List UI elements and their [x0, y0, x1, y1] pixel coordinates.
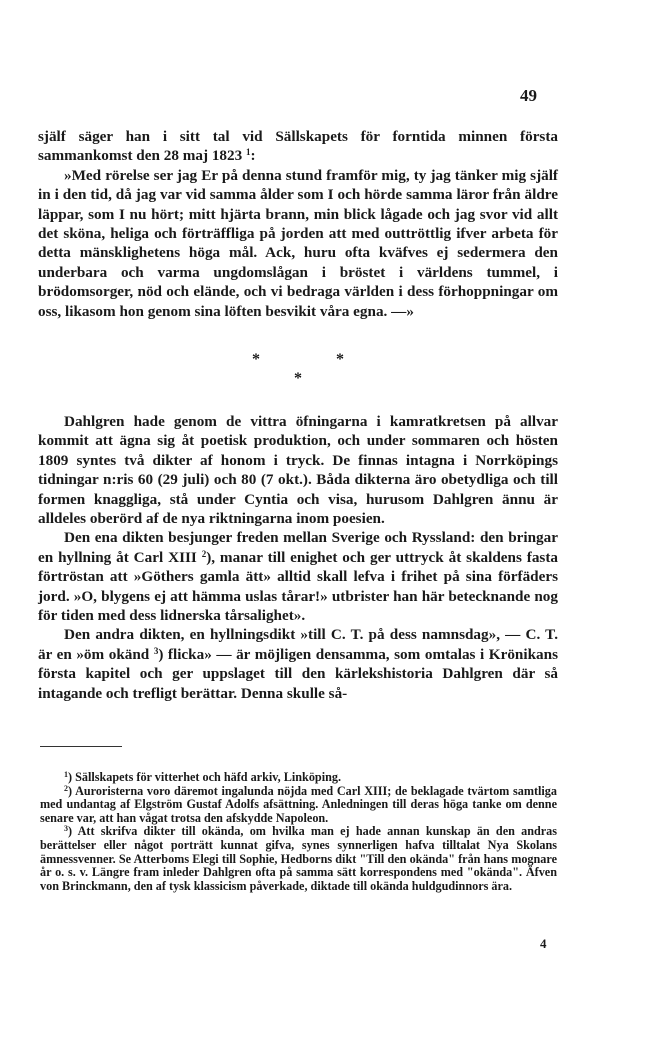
- signature-mark: 4: [540, 936, 547, 951]
- intro-end: :: [250, 147, 256, 165]
- footnote-3: [40, 825, 557, 893]
- footnote-1: [40, 771, 557, 785]
- footnote-3-text: ) Att skrifva dikter till okända, om hvilka man ej hade annan kunskap än den andras berättelser eller något porträtt kunnat gifva, synes synnerligen hafva tilltalat Nya Skolans ämnessvenner. Se Atterboms Elegi till Sophie, Hedborns dikt "Till den okända" från hans mognare år o. s. v. Längre fram inleder Dahlgren ofta på samma sätt korrespondens med "okända". Äfven von Brinckmann, den af tysk klassicism påverkade, diktade till okända huldgudinnors ära.: [40, 824, 557, 893]
- quote-section: [38, 127, 558, 321]
- footnote-ref-2: 2: [201, 548, 207, 559]
- asterism-star-right: *: [336, 351, 344, 368]
- body-p3-end: ) flicka» — är möjligen densamma, som omtalas i Krönikans första kapitel och ger uppslaget till den kärlekshistoria Dahlgren där så intagande och trefligt berättar. Denna skulle så-: [38, 645, 558, 702]
- intro-text: själf säger han i sitt tal vid Sällskapets för forntida minnen första sammankomst den 28 maj 1823: [38, 128, 558, 165]
- footnote-2: [40, 785, 557, 826]
- footnote-2-mark: 2: [64, 783, 68, 793]
- body-paragraph-3: [38, 625, 558, 703]
- intro-paragraph: [38, 127, 558, 166]
- body-section: [38, 412, 558, 703]
- body-paragraph-2: [38, 528, 558, 625]
- footnote-1-mark: 1: [64, 770, 68, 779]
- body-p2-end: ), manar till enighet och ger uttryck åt skaldens fasta förtröstan att »Göthers gamla ätt» alltid skall lefva i frihet på sina förfäders jord. »O, blygens ej att hämma uslas tårar!» utbrister han här betecknande nog för tiden med dess lidnerska tårsalighet».: [38, 548, 558, 625]
- footnote-3-mark: 3: [64, 824, 68, 834]
- body-p2-start: Den ena dikten besjunger freden mellan Sverige och Ryssland: den bringar en hyllning åt Carl XIII: [38, 529, 558, 566]
- footnote-1-text: ) Sällskapets för vitterhet och häfd arkiv, Linköping.: [68, 770, 342, 784]
- footnote-ref-3: 3: [153, 645, 159, 656]
- body-p3-start: Den andra dikten, en hyllningsdikt »till C. T. på dess namnsdag», — C. T. är en »öm okänd: [38, 626, 558, 663]
- asterism-star-left: *: [252, 351, 260, 368]
- asterism-star-bottom: *: [294, 370, 302, 387]
- footnote-2-text: ) Auroristerna voro däremot ingalunda nöjda med Carl XIII; de beklagade tvärtom samtliga med undantag af Elgström Gustaf Adolfs afsättning. Anledningen till deras höga tanke om denne senare var, att han vågat trotsa den afskydde Napoleon.: [40, 783, 557, 825]
- footnote-divider: [40, 746, 122, 747]
- quote-paragraph: »Med rörelse ser jag Er på denna stund framför mig, ty jag tänker mig själf in i den tid, då jag var vid samma ålder som I och hörde samma läror från äldre läppar, som I nu hört; mitt hjärta brann, min blick lågade och jag svor vid allt det sköna, heliga och förträffliga på jorden att med outtröttlig ifver arbeta för detta mänsklighetens höga mål. Ack, huru ofta kväfves ej sedermera den underbara och varma ungdomslågan i bröstet i världens tummel, i brödomsorger, nöd och elände, och vi bedraga världen i dess förhoppningar om oss, likasom hon genom sina löften besvikit våra egna. —»: [38, 166, 558, 320]
- body-paragraph-1: Dahlgren hade genom de vittra öfningarna i kamratkretsen på allvar kommit att ägna sig åt poetisk produktion, och under sommaren och hösten 1809 syntes två dikter af honom i tryck. De finnas intagna i Norrköpings tidningar n:ris 60 (29 juli) och 80 (7 okt.). Båda dikterna äro obetydliga och till formen knaggliga, stå under Cyntia och visa, hurusom Dahlgren ännu är alldeles oberörd af de nya riktningarna inom poesien.: [38, 413, 558, 528]
- page-number: 49: [520, 86, 537, 105]
- footnotes-section: [40, 771, 557, 893]
- footnote-ref-1: 1: [246, 147, 251, 158]
